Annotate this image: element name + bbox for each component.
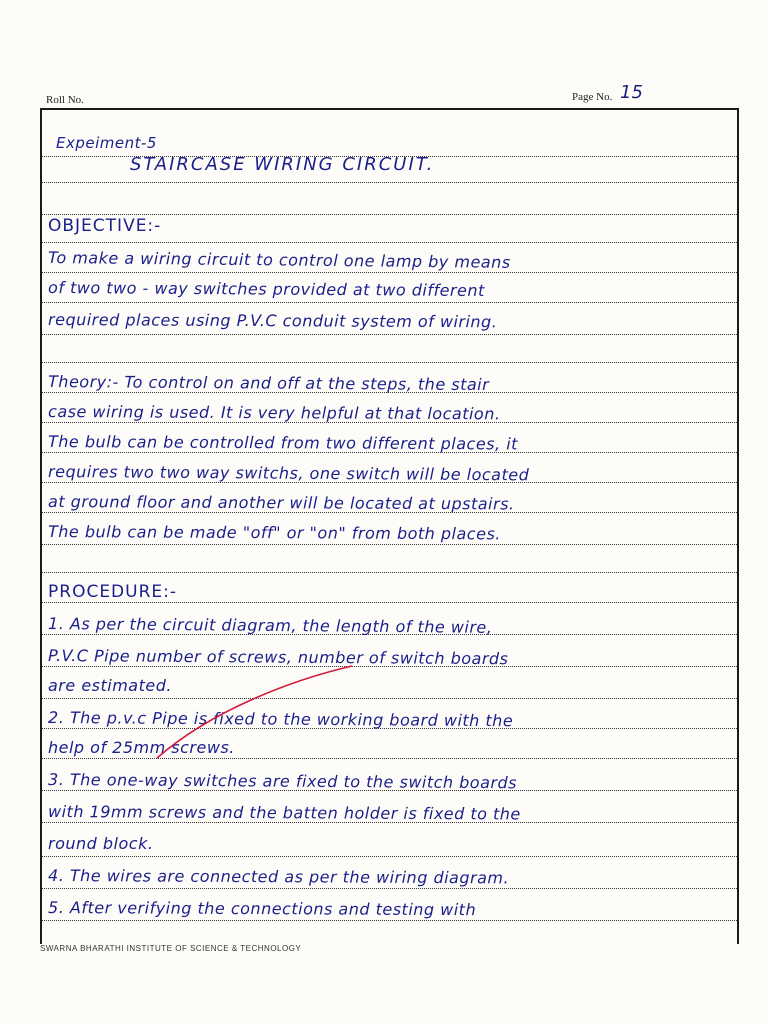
procedure-line: 2. The p.v.c Pipe is fixed to the working board with the bbox=[48, 708, 514, 731]
theory-line: at ground floor and another will be located at upstairs. bbox=[48, 492, 515, 514]
theory-line: case wiring is used. It is very helpful at that location. bbox=[48, 402, 501, 424]
page-number-value: 15 bbox=[620, 82, 643, 103]
procedure-line: 4. The wires are connected as per the wiring diagram. bbox=[48, 866, 510, 888]
objective-line: of two two - way switches provided at two different bbox=[48, 278, 485, 301]
procedure-line: help of 25mm screws. bbox=[48, 738, 235, 757]
objective-heading: OBJECTIVE:- bbox=[48, 216, 162, 236]
procedure-line: with 19mm screws and the batten holder is fixed to the bbox=[48, 802, 521, 824]
objective-line: To make a wiring circuit to control one lamp by means bbox=[48, 248, 511, 272]
page-number-label: Page No. bbox=[572, 91, 613, 103]
theory-line: The bulb can be made "off" or "on" from both places. bbox=[48, 522, 501, 544]
theory-line: requires two two way switchs, one switch will be located bbox=[48, 462, 530, 485]
theory-line: The bulb can be controlled from two different places, it bbox=[48, 432, 518, 454]
procedure-line: 3. The one-way switches are fixed to the switch boards bbox=[48, 770, 518, 793]
theory-line: Theory:- To control on and off at the steps, the stair bbox=[48, 372, 490, 395]
page-title: STAIRCASE WIRING CIRCUIT. bbox=[130, 154, 435, 175]
red-correction-mark bbox=[42, 110, 739, 944]
procedure-line: 1. As per the circuit diagram, the length of the wire, bbox=[48, 614, 493, 637]
procedure-line: P.V.C Pipe number of screws, number of switch boards bbox=[48, 646, 509, 669]
experiment-label: Expeiment-5 bbox=[56, 134, 157, 152]
procedure-heading: PROCEDURE:- bbox=[48, 582, 178, 602]
procedure-line: 5. After verifying the connections and testing with bbox=[48, 898, 477, 920]
procedure-line: are estimated. bbox=[48, 676, 172, 695]
objective-line: required places using P.V.C conduit system of wiring. bbox=[48, 310, 498, 332]
ruled-frame bbox=[40, 108, 739, 944]
procedure-line: round block. bbox=[48, 834, 154, 853]
footer-institution: SWARNA BHARATHI INSTITUTE OF SCIENCE & TECHNOLOGY bbox=[40, 944, 302, 953]
roll-number-label: Roll No. bbox=[46, 94, 84, 106]
